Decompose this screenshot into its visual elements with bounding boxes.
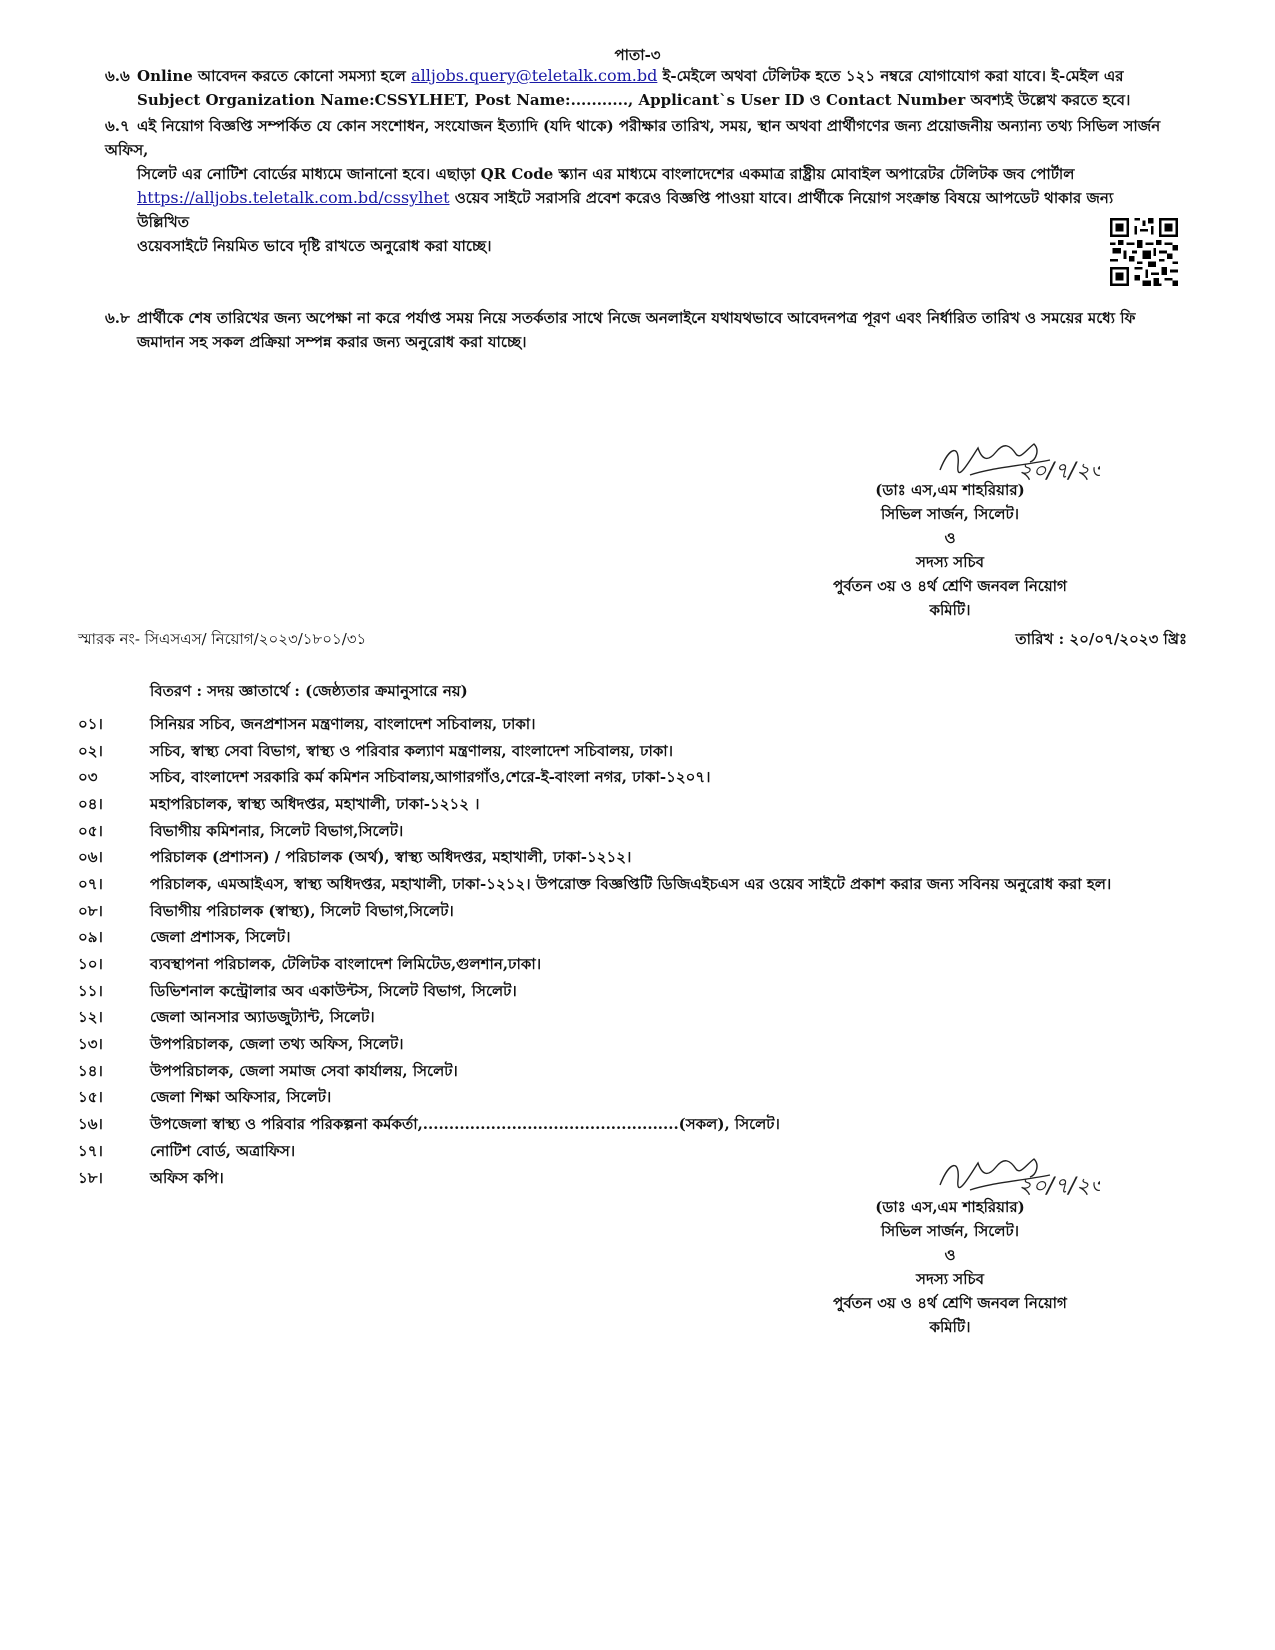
distribution-item-text: উপপরিচালক, জেলা তথ্য অফিস, সিলেট। [150, 1035, 404, 1054]
distribution-item-text: ব্যবস্থাপনা পরিচালক, টেলিটক বাংলাদেশ লিমিটেড,গুলশান,ঢাকা। [150, 955, 542, 974]
distribution-item-number: ০৯। [78, 928, 103, 947]
distribution-item [78, 845, 1198, 872]
distribution-item [78, 952, 1198, 979]
memo-date: তারিখ : ২০/০৭/২০২৩ খ্রিঃ [1015, 630, 1187, 648]
distribution-item-number: ১৭। [78, 1141, 103, 1160]
paragraph-6-7 [105, 114, 1170, 258]
distribution-item-number: ১১। [78, 981, 103, 1000]
distribution-item [78, 899, 1198, 926]
distribution-item-number: ০৭। [78, 874, 103, 893]
distribution-item [78, 979, 1198, 1006]
signatory-designation: সিভিল সার্জন, সিলেট। [880, 1222, 1020, 1240]
para-number: ৬.৮ [105, 309, 130, 327]
distribution-item [78, 1032, 1198, 1059]
distribution-item-text: ডিভিশনাল কন্ট্রোলার অব একাউন্টস, সিলেট বিভাগ, সিলেট। [150, 981, 517, 1000]
distribution-item-number: ১০। [78, 955, 103, 974]
distribution-heading: বিতরণ : সদয় জ্ঞাতার্থে : (জেষ্ঠ্যতার ক্রমানুসারে নয়) [150, 682, 468, 700]
signatory-block-2 [820, 1195, 1080, 1339]
para-number: ৬.৭ [105, 117, 130, 135]
distribution-item-number: ০৩ [78, 768, 98, 787]
page-number: পাতা-৩ [614, 46, 661, 64]
paragraph-6-8 [105, 306, 1170, 354]
para-text: প্রার্থীকে শেষ তারিখের জন্য অপেক্ষা না করে পর্যাপ্ত সময় নিয়ে সতর্কতার সাথে নিজে অনলাইনে যথাযথভাবে আবেদনপত্র পূরণ এবং নির্ধারিত তারিখ ও সময়ের মধ্যে ফি [137, 309, 1136, 327]
signatory-and: ও [944, 529, 956, 547]
distribution-item [78, 872, 1198, 899]
distribution-item-text: পরিচালক (প্রশাসন) / পরিচালক (অর্থ), স্বাস্থ্য অধিদপ্তর, মহাখালী, ঢাকা-১২১২। [150, 848, 632, 867]
signatory-name: (ডাঃ এস,এম শাহরিয়ার) [875, 1198, 1025, 1216]
distribution-item [78, 712, 1198, 739]
distribution-item [78, 1086, 1198, 1113]
distribution-item [78, 765, 1198, 792]
distribution-item-text: বিভাগীয় কমিশনার, সিলেট বিভাগ,সিলেট। [150, 821, 404, 840]
distribution-item-number: ০১। [78, 714, 103, 733]
signature-date: ২০/৭/২৩ [1018, 459, 1100, 484]
distribution-item-text: জেলা প্রশাসক, সিলেট। [150, 928, 291, 947]
qr-code-icon[interactable] [1110, 218, 1178, 286]
distribution-item-number: ০৮। [78, 901, 103, 920]
signatory-committee: পুর্বতন ৩য় ও ৪র্থ শ্রেণি জনবল নিয়োগ কমিটি। [833, 1294, 1067, 1336]
distribution-item-text: মহাপরিচালক, স্বাস্থ্য অধিদপ্তর, মহাখালী, ঢাকা-১২১২ । [150, 794, 480, 813]
para-text: জমাদান সহ সকল প্রক্রিয়া সম্পন্ন করার জন্য অনুরোধ করা যাচ্ছে। [137, 333, 527, 351]
para-text: Online আবেদন করতে কোনো সমস্যা হলে [137, 67, 412, 85]
distribution-item-text: নোটিশ বোর্ড, অত্রাফিস। [150, 1141, 296, 1160]
distribution-item-text: বিভাগীয় পরিচালক (স্বাস্থ্য), সিলেট বিভাগ,সিলেট। [150, 901, 454, 920]
signatory-block-1 [820, 478, 1080, 622]
distribution-item [78, 1059, 1198, 1086]
para-text: ওয়েবসাইটে নিয়মিত ভাবে দৃষ্টি রাখতে অনুরোধ করা যাচ্ছে। [137, 237, 492, 255]
para-text: ওয়েব সাইটে সরাসরি প্রবেশ করেও বিজ্ঞপ্তি পাওয়া যাবে। প্রার্থীকে নিয়োগ সংক্রান্ত বিষয়ে আপডেট থাকার জন্য উল্লিখিত [137, 189, 1114, 231]
distribution-list [78, 712, 1198, 1192]
distribution-item-text: উপজেলা স্বাস্থ্য ও পরিবার পরিকল্পনা কর্মকর্তা,.................................................(সকল), সিলেট। [150, 1115, 780, 1134]
distribution-item-text: সিনিয়র সচিব, জনপ্রশাসন মন্ত্রণালয়, বাংলাদেশ সচিবালয়, ঢাকা। [150, 714, 536, 733]
distribution-item-number: ১৫। [78, 1088, 103, 1107]
distribution-item-number: ০৫। [78, 821, 103, 840]
distribution-item [78, 1112, 1198, 1139]
signatory-name: (ডাঃ এস,এম শাহরিয়ার) [875, 481, 1025, 499]
distribution-item-number: ১৬। [78, 1115, 103, 1134]
para-text: এই নিয়োগ বিজ্ঞপ্তি সম্পর্কিত যে কোন সংশোধন, সংযোজন ইত্যাদি (যদি থাকে) পরীক্ষার তারিখ, সময়, স্থান অথবা প্রার্থীগণের জন্য প্রয়োজনীয় অন্যান্য তথ্য সিভিল সার্জন অফিস, [105, 117, 1161, 159]
distribution-item-number: ১৩। [78, 1035, 103, 1054]
distribution-item-text: জেলা শিক্ষা অফিসার, সিলেট। [150, 1088, 332, 1107]
signatory-designation: সিভিল সার্জন, সিলেট। [880, 505, 1020, 523]
distribution-item-text: জেলা আনসার অ্যাডজুট্যান্ট, সিলেট। [150, 1008, 375, 1027]
signature-date: ২০/৭/২৩ [1018, 1174, 1100, 1199]
distribution-item-text: উপপরিচালক, জেলা সমাজ সেবা কার্যালয়, সিলেট। [150, 1061, 458, 1080]
distribution-item-text: সচিব, বাংলাদেশ সরকারি কর্ম কমিশন সচিবালয়,আগারগাঁও,শেরে-ই-বাংলা নগর, ঢাকা-১২০৭। [150, 768, 711, 787]
distribution-item [78, 926, 1198, 953]
signatory-committee: পুর্বতন ৩য় ও ৪র্থ শ্রেণি জনবল নিয়োগ কমিটি। [833, 577, 1067, 619]
distribution-item-number: ১২। [78, 1008, 103, 1027]
paragraph-6-6 [105, 64, 1170, 112]
distribution-item-text: অফিস কপি। [150, 1168, 224, 1187]
signatory-role: সদস্য সচিব [916, 553, 984, 571]
signatory-role: সদস্য সচিব [916, 1270, 984, 1288]
distribution-item-number: ০৬। [78, 848, 103, 867]
para-number: ৬.৬ [105, 67, 130, 85]
memo-reference: স্মারক নং- সিএসএস/ নিয়োগ/২০২৩/১৮০১/৩১ [78, 630, 367, 648]
query-email-link[interactable]: alljobs.query@teletalk.com.bd [411, 66, 658, 85]
distribution-item-number: ১৮। [78, 1168, 103, 1187]
distribution-item [78, 739, 1198, 766]
job-portal-link[interactable]: https://alljobs.teletalk.com.bd/cssylhet [137, 188, 450, 207]
distribution-item-text: সচিব, স্বাস্থ্য সেবা বিভাগ, স্বাস্থ্য ও পরিবার কল্যাণ মন্ত্রণালয়, বাংলাদেশ সচিবালয়, ঢাকা। [150, 741, 674, 760]
distribution-item-number: ০২। [78, 741, 103, 760]
distribution-item [78, 792, 1198, 819]
distribution-item [78, 1006, 1198, 1033]
para-text: ই-মেইলে অথবা টেলিটক হতে ১২১ নম্বরে যোগাযোগ করা যাবে। ই-মেইল এর [657, 67, 1124, 85]
distribution-item-number: ০৪। [78, 794, 103, 813]
para-text: সিলেট এর নোটিশ বোর্ডের মাধ্যমে জানানো হবে। এছাড়া QR Code স্ক্যান এর মাধ্যমে বাংলাদেশের একমাত্র রাষ্ট্রীয় মোবাইল অপারেটর টেলিটক জব পোর্টাল [137, 165, 1075, 183]
signatory-and: ও [944, 1246, 956, 1264]
distribution-item [78, 819, 1198, 846]
distribution-item-text: পরিচালক, এমআইএস, স্বাস্থ্য অধিদপ্তর, মহাখালী, ঢাকা-১২১২। উপরোক্ত বিজ্ঞপ্তিটি ডিজিএইচএস এর ওয়েব সাইটে প্রকাশ করার জন্য সবিনয় অনুরোধ করা হল। [150, 874, 1112, 893]
distribution-item-number: ১৪। [78, 1061, 103, 1080]
para-text: Subject Organization Name:CSSYLHET, Post Name:..........., Applicant`s User ID ও Contact Number অবশ্যই উল্লেখ করতে হবে। [137, 91, 1131, 109]
